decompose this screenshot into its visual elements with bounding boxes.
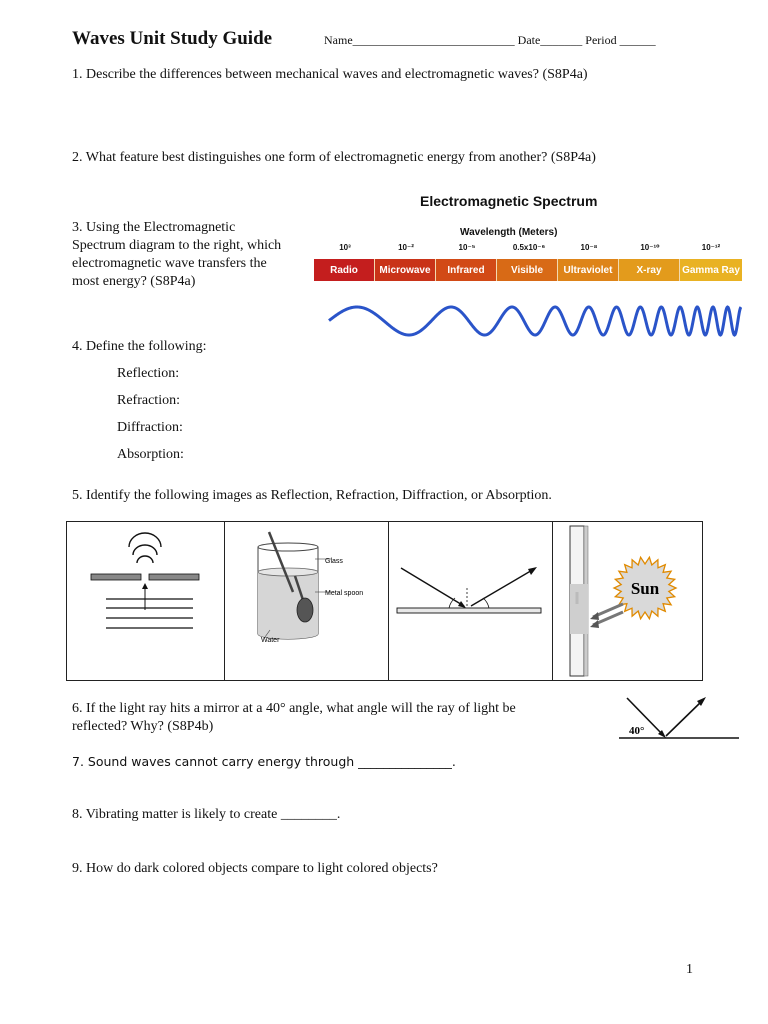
image-diffraction xyxy=(67,522,225,680)
band-visible: Visible xyxy=(497,259,558,281)
band-infrared: Infrared xyxy=(436,259,497,281)
band-radio: Radio xyxy=(314,259,375,281)
band-ultraviolet: Ultraviolet xyxy=(558,259,619,281)
question-3-line: Spectrum diagram to the right, which xyxy=(72,238,282,253)
spoon-label: Metal spoon xyxy=(325,590,364,597)
question-4: 4. Define the following: xyxy=(72,339,207,354)
diffraction-drawing xyxy=(67,522,225,680)
band-x-ray: X-ray xyxy=(619,259,680,281)
water-label: Water xyxy=(261,637,280,644)
angle-label: 40° xyxy=(629,725,645,737)
question-5: 5. Identify the following images as Reflection, Refraction, Diffraction, or Absorption. xyxy=(72,488,552,503)
page-number: 1 xyxy=(686,962,693,977)
question-6-line: 6. If the light ray hits a mirror at a 40° angle, what angle will the ray of light be xyxy=(72,701,516,716)
exponent-label: 10⁻⁵ xyxy=(458,243,476,252)
image-absorption xyxy=(553,522,702,680)
question-3-line: most energy? (S8P4a) xyxy=(72,274,196,289)
spectrum-title: Electromagnetic Spectrum xyxy=(420,193,598,209)
question-2: 2. What feature best distinguishes one form of electromagnetic energy from another? (S8P4a) xyxy=(72,150,596,165)
wavelength-label: Wavelength (Meters) xyxy=(460,227,558,238)
question-6 xyxy=(72,700,516,736)
sun-label: Sun xyxy=(630,579,660,598)
term-absorption: Absorption: xyxy=(117,447,184,462)
spectrum-wave-graphic xyxy=(328,298,742,344)
angle-diagram xyxy=(615,694,740,744)
question-9: 9. How do dark colored objects compare to light colored objects? xyxy=(72,861,438,876)
reflection-drawing xyxy=(389,522,553,680)
absorption-drawing xyxy=(553,522,702,680)
exponent-label: 10⁻⁸ xyxy=(580,243,598,252)
term-diffraction: Diffraction: xyxy=(117,420,183,435)
image-refraction xyxy=(225,522,389,680)
name-date-period-line: Name___________________________ Date_______ Period ______ xyxy=(324,33,656,47)
exponent-label: 10⁻¹⁰ xyxy=(640,243,660,252)
band-gamma-ray: Gamma Ray xyxy=(680,259,742,281)
glass-label: Glass xyxy=(325,558,343,565)
term-reflection: Reflection: xyxy=(117,366,180,381)
image-reflection xyxy=(389,522,553,680)
band-microwave: Microwave xyxy=(375,259,436,281)
question-8: 8. Vibrating matter is likely to create ________. xyxy=(72,807,341,822)
exponent-label: 0.5x10⁻⁶ xyxy=(512,243,546,252)
exponent-label: 10⁻¹² xyxy=(701,243,721,252)
exponent-label: 10⁻² xyxy=(398,243,414,252)
wave-line xyxy=(329,307,741,335)
question-3 xyxy=(72,219,281,291)
exponent-label: 10³ xyxy=(339,243,351,252)
term-refraction: Refraction: xyxy=(117,393,180,408)
question-7: 7. Sound waves cannot carry energy through _______________. xyxy=(72,754,456,769)
image-grid xyxy=(66,521,703,681)
question-3-line: electromagnetic wave transfers the xyxy=(72,256,267,271)
question-1: 1. Describe the differences between mechanical waves and electromagnetic waves? (S8P4a) xyxy=(72,67,588,82)
refraction-drawing xyxy=(225,522,389,680)
page-title: Waves Unit Study Guide xyxy=(72,28,273,49)
question-3-line: 3. Using the Electromagnetic xyxy=(72,220,236,235)
question-6-line: reflected? Why? (S8P4b) xyxy=(72,719,214,734)
